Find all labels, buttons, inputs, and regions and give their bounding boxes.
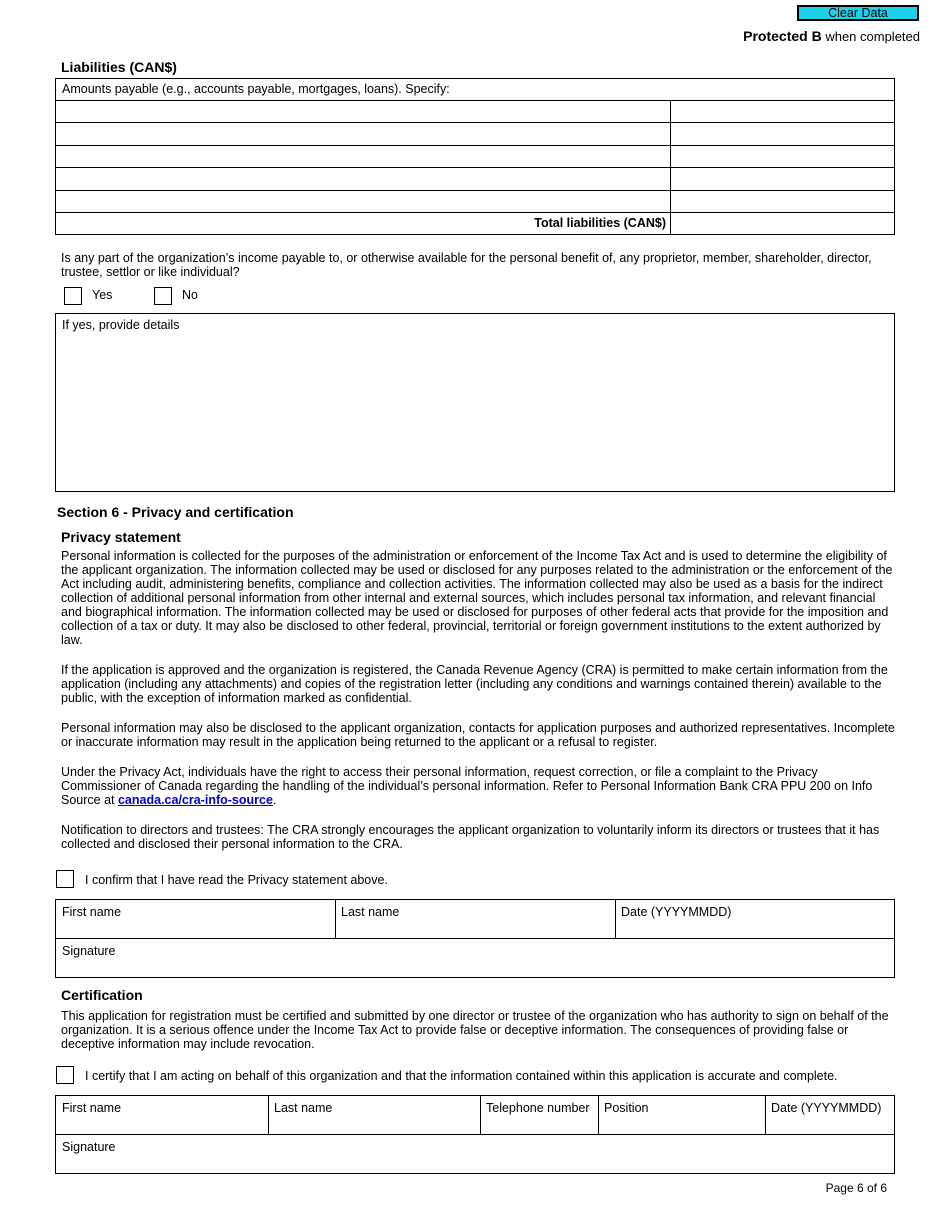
privacy-date-label: Date (YYYYMMDD) bbox=[621, 905, 732, 919]
cert-last-name-field[interactable] bbox=[270, 1096, 479, 1133]
amounts-payable-label: Amounts payable (e.g., accounts payable, mortgages, loans). Specify: bbox=[62, 82, 450, 96]
privacy-first-name-field[interactable] bbox=[56, 900, 334, 937]
page-number: Page 6 of 6 bbox=[825, 1181, 887, 1195]
no-checkbox[interactable] bbox=[154, 287, 172, 305]
cert-date-field[interactable] bbox=[767, 1096, 893, 1133]
details-label: If yes, provide details bbox=[62, 318, 180, 332]
cert-first-name-field[interactable] bbox=[56, 1096, 267, 1133]
liability-description-1[interactable] bbox=[56, 101, 669, 122]
privacy-paragraph-4: Under the Privacy Act, individuals have the right to access their personal information, request correction, or file a complaint to the Privacy Commissioner of Canada regarding the handling of the individual’s personal information. Refer to Personal Information Bank CRA PPU 200 on Info Source at canada.ca/cra-info-source. bbox=[61, 765, 873, 807]
no-label: No bbox=[182, 288, 198, 302]
protected-suffix: when completed bbox=[821, 29, 920, 44]
liability-amount-2[interactable] bbox=[672, 123, 892, 144]
liability-amount-4[interactable] bbox=[672, 168, 892, 189]
liability-amount-3[interactable] bbox=[672, 146, 892, 167]
privacy-signature-field[interactable] bbox=[56, 940, 893, 976]
clear-data-button[interactable]: Clear Data bbox=[797, 5, 919, 21]
certification-title: Certification bbox=[61, 987, 143, 1003]
privacy-signature-label: Signature bbox=[62, 944, 116, 958]
liability-description-2[interactable] bbox=[56, 123, 669, 144]
privacy-paragraph-2: If the application is approved and the organization is registered, the Canada Revenue Agency (CRA) is permitted to make certain information from the application (including any attachments) and copies of the registration letter (including any conditions and warnings contained therein) available to the public, with the exception of information marked as confidential. bbox=[61, 663, 888, 705]
cert-last-name-label: Last name bbox=[274, 1101, 333, 1115]
total-liabilities-field[interactable] bbox=[672, 213, 892, 233]
liability-amount-1[interactable] bbox=[672, 101, 892, 122]
certification-text: This application for registration must be certified and submitted by one director or trustee of the organization who has authority to sign on behalf of the organization. It is a serious offence under the Income Tax Act to provide false or deceptive information. The consequences of providing false or deceptive information may include revocation. bbox=[61, 1009, 889, 1051]
privacy-last-name-field[interactable] bbox=[337, 900, 614, 937]
cra-info-source-link[interactable]: canada.ca/cra-info-source bbox=[117, 793, 273, 807]
certify-checkbox[interactable] bbox=[56, 1066, 74, 1084]
liability-description-5[interactable] bbox=[56, 191, 669, 212]
privacy-paragraph-3: Personal information may also be disclosed to the applicant organization, contacts for application purposes and authorized representatives. Incomplete or inaccurate information may result in the application being returned to the applicant or a refusal to register. bbox=[61, 721, 895, 749]
liability-description-4[interactable] bbox=[56, 168, 669, 189]
yes-checkbox[interactable] bbox=[64, 287, 82, 305]
privacy-date-field[interactable] bbox=[617, 900, 893, 937]
income-question-text: Is any part of the organization’s income payable to, or otherwise available for the personal benefit of, any proprietor, member, shareholder, director, trustee, settlor or like individual? bbox=[61, 251, 872, 279]
cert-signature-field[interactable] bbox=[56, 1136, 893, 1172]
cert-date-label: Date (YYYYMMDD) bbox=[771, 1101, 882, 1115]
privacy-statement-title: Privacy statement bbox=[61, 529, 181, 545]
total-liabilities-label: Total liabilities (CAN$) bbox=[534, 216, 666, 230]
cert-telephone-field[interactable] bbox=[482, 1096, 597, 1133]
privacy-first-name-label: First name bbox=[62, 905, 122, 919]
liability-description-3[interactable] bbox=[56, 146, 669, 167]
privacy-paragraph-1: Personal information is collected for the purposes of the administration or enforcement of the Income Tax Act and is used to determine the eligibility of the applicant organization. The information collected may be used or disclosed for any purposes related to the administration or the enforcement of the Act including audit, administering benefits, compliance and collection activities. The information collected may also be used as a basis for the indirect collection of additional personal information from other internal and external sources, which includes personal tax information, and relevant financial and biographical information. The information collected may be used or disclosed for purposes of other federal acts that provide for the imposition and collection of a tax or duty. It may also be disclosed to other federal, provincial, territorial or foreign government institutions to the extent authorized by law. bbox=[61, 549, 893, 647]
privacy-paragraph-5: Notification to directors and trustees: The CRA strongly encourages the applicant organization to voluntarily inform its directors or trustees that it has collected and disclosed their personal information to the CRA. bbox=[61, 823, 880, 851]
privacy-signature-table bbox=[55, 899, 895, 978]
protected-label: Protected B bbox=[743, 28, 822, 44]
cert-telephone-label: Telephone number bbox=[486, 1101, 590, 1115]
liabilities-title: Liabilities (CAN$) bbox=[61, 59, 177, 75]
yes-label: Yes bbox=[92, 288, 113, 302]
confirm-privacy-label: I confirm that I have read the Privacy statement above. bbox=[85, 873, 388, 887]
cert-first-name-label: First name bbox=[62, 1101, 122, 1115]
cert-position-label: Position bbox=[604, 1101, 649, 1115]
privacy-last-name-label: Last name bbox=[341, 905, 400, 919]
liability-amount-5[interactable] bbox=[672, 191, 892, 212]
cert-position-field[interactable] bbox=[600, 1096, 764, 1133]
details-textarea[interactable] bbox=[55, 313, 895, 492]
certification-signature-table bbox=[55, 1095, 895, 1174]
certify-label: I certify that I am acting on behalf of this organization and that the information contained within this application is accurate and complete. bbox=[85, 1069, 838, 1083]
privacy-statement-text bbox=[61, 549, 896, 867]
section6-title: Section 6 - Privacy and certification bbox=[57, 504, 294, 520]
protected-b-notice bbox=[743, 28, 920, 44]
confirm-privacy-checkbox[interactable] bbox=[56, 870, 74, 888]
liabilities-table bbox=[55, 78, 895, 235]
cert-signature-label: Signature bbox=[62, 1140, 116, 1154]
